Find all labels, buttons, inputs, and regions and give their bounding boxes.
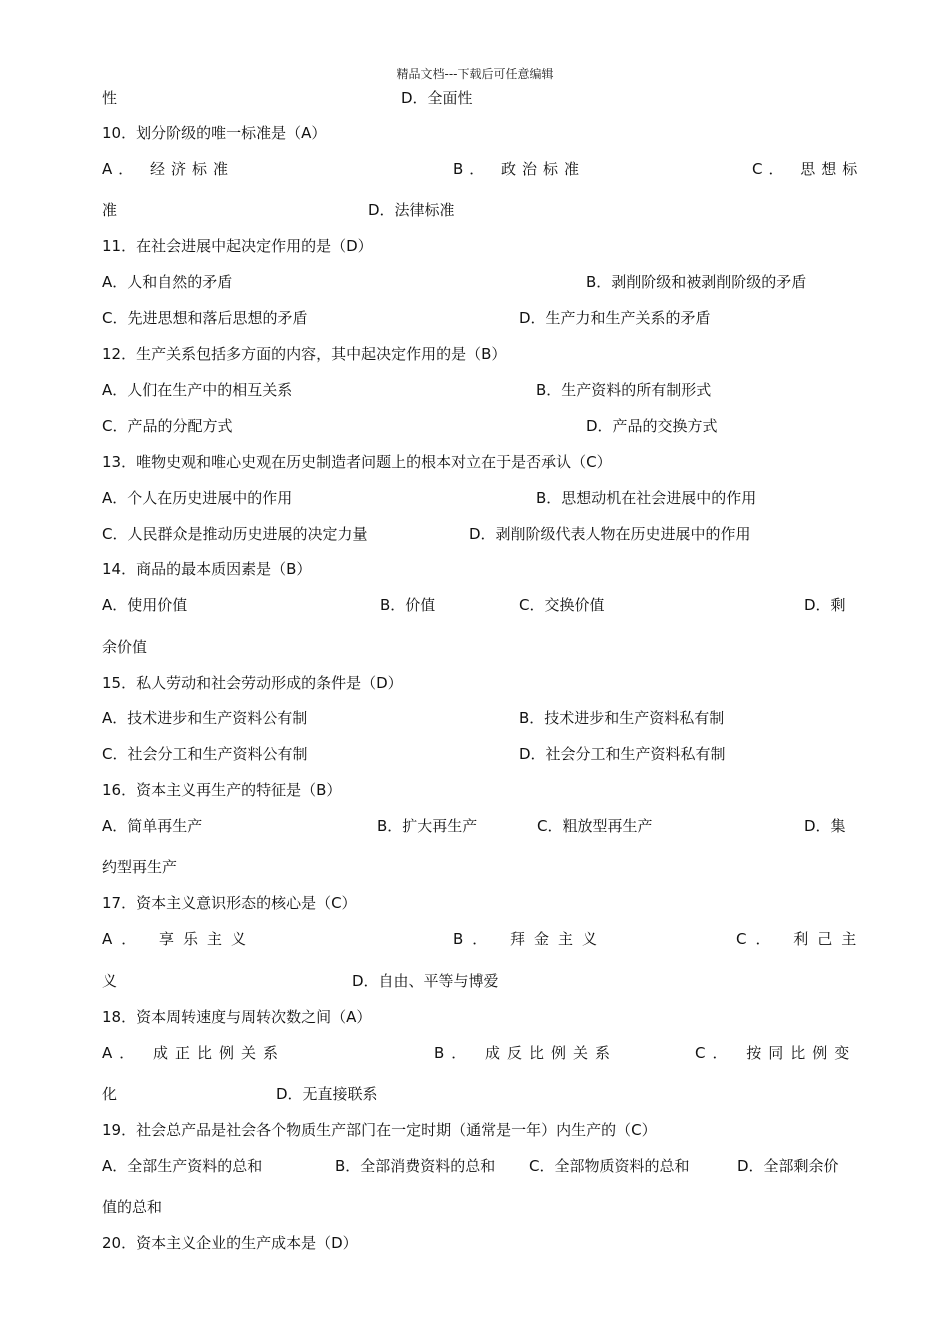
option-text: 义 xyxy=(102,972,118,990)
option-text: B．扩大再生产 xyxy=(377,817,478,835)
question-text: 14．商品的最本质因素是（B） xyxy=(102,560,312,578)
option-text: D．剩 xyxy=(804,596,846,614)
text-line xyxy=(0,236,950,258)
text-line xyxy=(0,524,950,546)
option-text: A． 享乐主义 xyxy=(102,930,256,948)
question-text: 17．资本主义意识形态的核心是（C） xyxy=(102,894,357,912)
text-line xyxy=(0,673,950,695)
text-line xyxy=(0,488,950,510)
text-line xyxy=(0,308,950,330)
question-text: 15．私人劳动和社会劳动形成的条件是（D） xyxy=(102,674,403,692)
option-text: C． 思想标 xyxy=(752,160,864,178)
option-text: A．简单再生产 xyxy=(102,817,203,835)
text-line xyxy=(0,559,950,581)
option-text: B．价值 xyxy=(380,596,436,614)
text-line xyxy=(0,1043,950,1065)
text-line xyxy=(0,1197,950,1219)
option-text: D．无直接联系 xyxy=(276,1085,378,1103)
option-text: B． 拜金主义 xyxy=(453,930,607,948)
text-line xyxy=(0,1084,950,1106)
text-line xyxy=(0,708,950,730)
text-line xyxy=(0,929,950,951)
option-text: A．个人在历史进展中的作用 xyxy=(102,489,293,507)
option-text: A．技术进步和生产资料公有制 xyxy=(102,709,308,727)
option-text: A． 经济标准 xyxy=(102,160,235,178)
option-text: D．集 xyxy=(804,817,846,835)
text-line xyxy=(0,971,950,993)
text-line xyxy=(0,88,950,110)
option-text: B．思想动机在社会进展中的作用 xyxy=(536,489,757,507)
option-text: 性 xyxy=(102,89,118,107)
text-line xyxy=(0,893,950,915)
option-text: D．剥削阶级代表人物在历史进展中的作用 xyxy=(469,525,751,543)
question-text: 12．生产关系包括多方面的内容，其中起决定作用的是（B） xyxy=(102,345,507,363)
option-text: C． 利己主 xyxy=(736,930,866,948)
question-text: 11．在社会进展中起决定作用的是（D） xyxy=(102,237,373,255)
option-text: A．使用价值 xyxy=(102,596,188,614)
option-text: C．交换价值 xyxy=(519,596,605,614)
option-text: B． 成反比例关系 xyxy=(434,1044,618,1062)
text-line xyxy=(0,816,950,838)
question-text: 13．唯物史观和唯心史观在历史制造者问题上的根本对立在于是否承认（C） xyxy=(102,453,612,471)
text-line xyxy=(0,380,950,402)
text-line xyxy=(0,1233,950,1255)
text-line xyxy=(0,416,950,438)
option-text: A．人们在生产中的相互关系 xyxy=(102,381,293,399)
text-line xyxy=(0,1156,950,1178)
option-text: D．产品的交换方式 xyxy=(586,417,718,435)
option-text: C．粗放型再生产 xyxy=(537,817,653,835)
option-text: B．全部消费资料的总和 xyxy=(335,1157,496,1175)
option-text: B．剥削阶级和被剥削阶级的矛盾 xyxy=(586,273,807,291)
option-text: B． 政治标准 xyxy=(453,160,586,178)
option-text: C．先进思想和落后思想的矛盾 xyxy=(102,309,308,327)
option-text: C．全部物质资料的总和 xyxy=(529,1157,690,1175)
option-text: D．社会分工和生产资料私有制 xyxy=(519,745,726,763)
page-header: 精品文档---下载后可任意编辑 xyxy=(396,67,554,81)
text-line xyxy=(0,159,950,181)
option-text: D．自由、平等与博爱 xyxy=(352,972,499,990)
option-text: D．法律标准 xyxy=(368,201,455,219)
text-line xyxy=(0,123,950,145)
text-line xyxy=(0,780,950,802)
option-text: D．全面性 xyxy=(401,89,473,107)
text-line xyxy=(0,595,950,617)
text-line xyxy=(0,637,950,659)
text-line xyxy=(0,272,950,294)
option-text: B．技术进步和生产资料私有制 xyxy=(519,709,725,727)
option-text: D．生产力和生产关系的矛盾 xyxy=(519,309,711,327)
text-line xyxy=(0,200,950,222)
question-text: 19．社会总产品是社会各个物质生产部门在一定时期（通常是一年）内生产的（C） xyxy=(102,1121,657,1139)
text-line xyxy=(0,344,950,366)
option-text: A．人和自然的矛盾 xyxy=(102,273,233,291)
option-text: 余价值 xyxy=(102,638,148,656)
option-text: C．人民群众是推动历史进展的决定力量 xyxy=(102,525,368,543)
question-text: 18．资本周转速度与周转次数之间（A） xyxy=(102,1008,372,1026)
question-text: 20．资本主义企业的生产成本是（D） xyxy=(102,1234,358,1252)
question-text: 10．划分阶级的唯一标准是（A） xyxy=(102,124,327,142)
text-line xyxy=(0,1120,950,1142)
question-text: 16．资本主义再生产的特征是（B） xyxy=(102,781,342,799)
option-text: A． 成正比例关系 xyxy=(102,1044,286,1062)
text-line xyxy=(0,452,950,474)
option-text: C．社会分工和生产资料公有制 xyxy=(102,745,308,763)
option-text: 约型再生产 xyxy=(102,858,178,876)
option-text: 准 xyxy=(102,201,118,219)
option-text: 化 xyxy=(102,1085,118,1103)
text-line xyxy=(0,744,950,766)
option-text: D．全部剩余价 xyxy=(737,1157,839,1175)
option-text: A．全部生产资料的总和 xyxy=(102,1157,263,1175)
option-text: C．产品的分配方式 xyxy=(102,417,233,435)
text-line xyxy=(0,1007,950,1029)
option-text: B．生产资料的所有制形式 xyxy=(536,381,712,399)
text-line xyxy=(0,857,950,879)
option-text: C． 按同比例变 xyxy=(695,1044,857,1062)
option-text: 值的总和 xyxy=(102,1198,163,1216)
